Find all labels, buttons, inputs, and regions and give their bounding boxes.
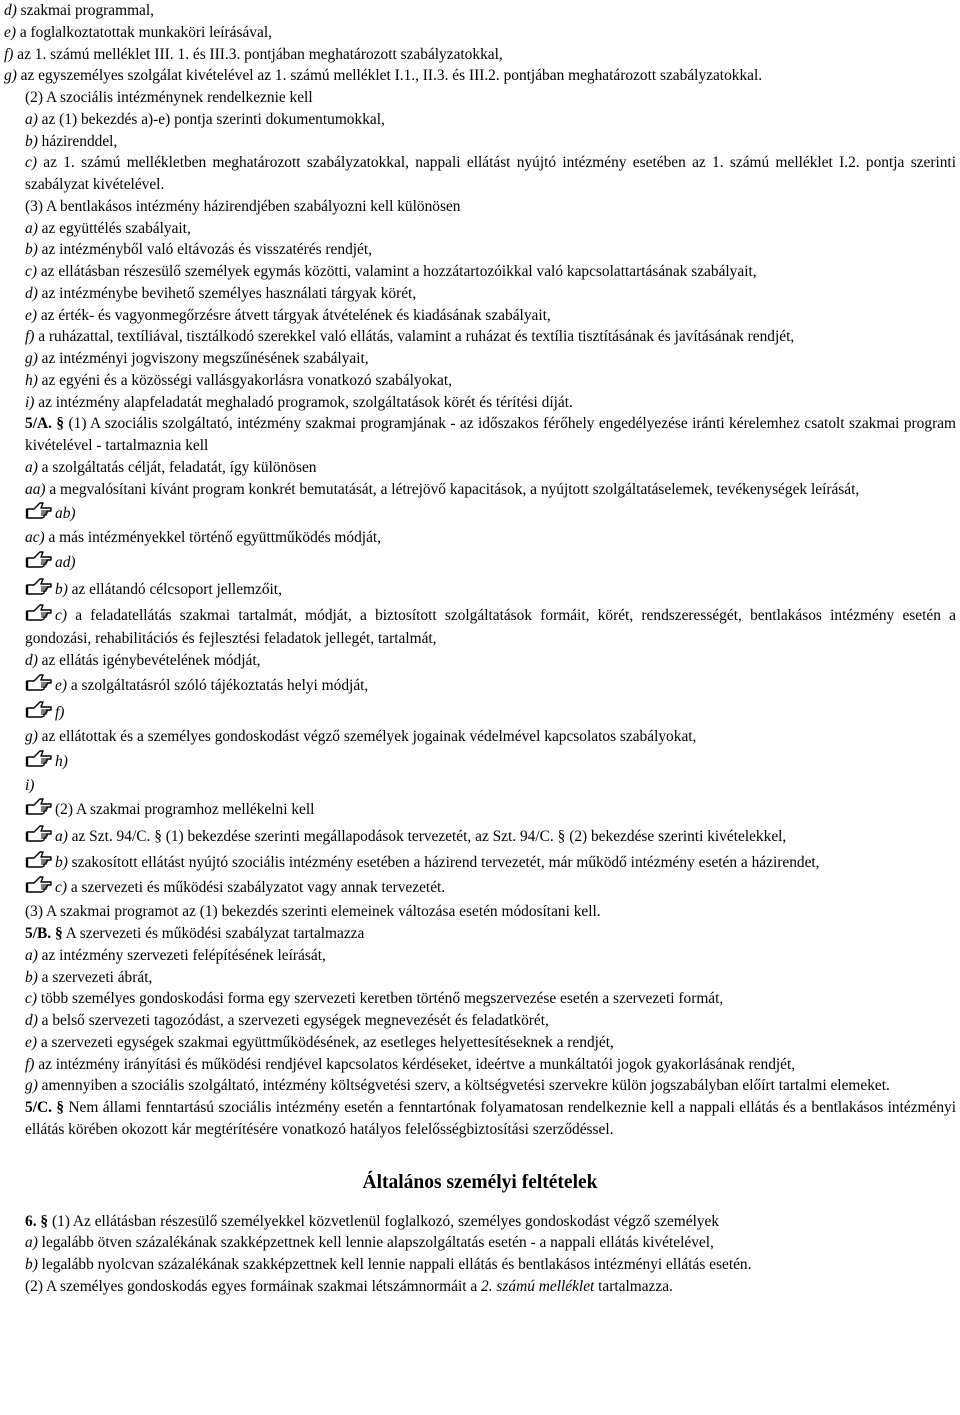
item-letter: g): [25, 1077, 38, 1095]
item-letter: b): [25, 1256, 38, 1273]
list-item: [4, 1254, 956, 1276]
item-text: (2) bekezdése szerinti kivételekkel,: [565, 828, 787, 846]
item-text: a szolgáltatásról szóló tájékoztatás helyi módját,: [66, 676, 369, 694]
item-letter: c): [55, 607, 67, 624]
list-item[interactable]: [4, 576, 956, 603]
item-text: a ruházattal, textíliával, tisztálkodó szerekkel való ellátás, valamint a ruházat és textília tisztításának és javításának rendjét,: [34, 328, 795, 346]
paragraph[interactable]: [4, 796, 956, 823]
item-text: a belső szervezeti tagozódást, a szervezeti egységek megnevezését és feladatkörét,: [37, 1012, 549, 1029]
pointing-hand-icon[interactable]: [25, 550, 53, 569]
list-item[interactable]: [4, 823, 956, 850]
list-item: [4, 1032, 956, 1054]
item-letter: a): [25, 110, 38, 128]
section-3: [4, 196, 956, 414]
item-text: (1) Az ellátásban részesülő személyekkel közvetlenül foglalkozó, személyes gondoskodást végző személyek: [48, 1212, 720, 1230]
item-text: Nem állami fenntartású szociális intézmény esetén a fenntartónak folyamatosan rendelkeznie kell a nappali ellátás és a bentlakásos intézményi ellátás körében okozott kár megtérítésére vonatkozó hatályos felelősségbiztosítási szerződéssel.: [25, 1099, 956, 1138]
pointing-hand-icon[interactable]: [25, 603, 53, 622]
list-item[interactable]: [4, 549, 956, 576]
item-text: az intézményből való eltávozás és visszatérés rendjét,: [37, 241, 373, 259]
list-item: [4, 650, 956, 672]
item-letter: e): [4, 23, 16, 41]
item-letter: d): [25, 1012, 38, 1029]
item-text: az intézmény irányítási és működési rendjével kapcsolatos kérdéseket, ideértve a munkáltatói jogok gyakorlásának rendjét,: [34, 1055, 796, 1073]
paragraph: [4, 413, 956, 457]
paragraph-sign: §: [40, 1212, 49, 1230]
pointing-hand-icon[interactable]: [25, 673, 53, 692]
paragraph-sign: §: [56, 1099, 65, 1116]
item-text: az érték- és vagyonmegőrzésre átvett tárgyak átvételének és kiadásának szabályait,: [36, 306, 551, 324]
section-5a: [4, 413, 956, 923]
item-letter: e): [55, 676, 67, 694]
item-text: A szervezeti és működési szabályzat tartalmazza: [62, 925, 365, 942]
item-letter: g): [4, 67, 17, 85]
paragraph: [4, 923, 956, 945]
item-letter: e): [25, 1033, 37, 1051]
item-letter: b): [25, 132, 38, 150]
item-text: az intézmény alapfeladatát meghaladó programok, szolgáltatások körét és térítési díját.: [34, 393, 573, 411]
list-item: [4, 726, 956, 748]
paragraph-sign: §: [54, 925, 63, 942]
paragraph: [4, 196, 956, 218]
section-6: [4, 1211, 956, 1298]
list-item: [4, 527, 956, 549]
paragraph: [4, 1276, 956, 1298]
item-letter: a): [25, 946, 38, 964]
list-item: [4, 109, 956, 131]
list-item: [4, 775, 956, 797]
list-item: [4, 305, 956, 327]
item-letter: d): [25, 284, 38, 302]
item-text: legalább nyolcvan százalékának szakképzettnek kell lennie nappali ellátás és bentlakásos intézményi ellátás esetén.: [37, 1256, 752, 1273]
list-item[interactable]: [4, 672, 956, 699]
item-letter: c): [25, 263, 37, 280]
section-5c: [4, 1097, 956, 1141]
pointing-hand-icon[interactable]: [25, 700, 53, 719]
list-item: [4, 479, 956, 501]
list-item: [4, 988, 956, 1010]
list-item: [4, 370, 956, 392]
item-text: az (1) bekezdés a)-e) pontja szerinti dokumentumokkal,: [37, 110, 385, 128]
list-item: [4, 945, 956, 967]
pointing-hand-icon[interactable]: [25, 749, 53, 768]
item-letter: b): [25, 968, 38, 986]
list-item[interactable]: [4, 748, 956, 775]
list-item: [4, 1010, 956, 1032]
item-text: az 1. számú mellékletben meghatározott szabályzatokkal, nappali ellátást nyújtó intézmény esetében az 1. számú melléklet I.2. pontja szerinti szabályzat kivételével.: [25, 154, 956, 193]
item-text: a szervezeti és működési szabályzatot vagy annak tervezetét.: [66, 879, 446, 897]
item-letter: b): [55, 581, 68, 598]
item-letter: aa): [25, 480, 46, 498]
item-letter: f): [55, 703, 65, 721]
item-text: a más intézményekkel történő együttműködés módját,: [44, 529, 382, 547]
item-text: a szervezeti ábrát,: [37, 968, 153, 986]
item-text: amennyiben a szociális szolgáltató, intézmény költségvetési szerv, a költségvetési szervekre külön jogszabályban előírt tartalmi elemeket.: [37, 1077, 890, 1095]
item-letter: c): [55, 879, 67, 897]
list-item: [4, 22, 956, 44]
item-text: a feladatellátás szakmai tartalmát, módját, a biztosított szolgáltatások formáit, körét, rendszerességét, bentlakásos intézmény esetén a gondozási, rehabilitációs és fejlesztési feladatok jellegét, tartalmát,: [25, 607, 956, 647]
item-letter: g): [25, 727, 38, 745]
list-item: [4, 0, 956, 22]
item-letter: a): [55, 828, 68, 846]
list-item: [4, 1054, 956, 1076]
item-text: legalább ötven százalékának szakképzettnek kell lennie alapszolgáltatás esetén - a nappali ellátás kivételével,: [37, 1234, 714, 1252]
item-text: az ellátásban részesülő személyek egymás közötti, valamint a hozzátartozóikkal való kapcsolattartásának szabályait,: [36, 263, 757, 280]
item-text: az intézmény szervezeti felépítésének leírását,: [37, 946, 326, 964]
list-item: [4, 218, 956, 240]
item-text: szakmai programmal,: [16, 2, 155, 19]
item-letter: f): [25, 328, 35, 346]
item-text: az egyéni és a közösségi vallásgyakorlásra vonatkozó szabályokat,: [37, 371, 452, 389]
item-text: (1) bekezdése szerinti megállapodások tervezetét, az Szt. 94/C.: [161, 828, 554, 846]
section-number: 6.: [25, 1212, 37, 1230]
list-item[interactable]: [4, 874, 956, 901]
item-letter: a): [25, 458, 38, 476]
item-text: az Szt. 94/C.: [67, 828, 151, 846]
item-text: a megvalósítani kívánt program konkrét bemutatását, a létrejövő kapacitások, a nyújtott szolgáltatáselemek, tevékenységek leírását,: [45, 480, 860, 498]
list-item[interactable]: [4, 603, 956, 650]
section-number: 5/B.: [25, 925, 52, 942]
item-letter: i): [25, 393, 35, 411]
pointing-hand-icon[interactable]: [25, 824, 53, 843]
item-text: tartalmazza.: [594, 1277, 673, 1295]
paragraph: [4, 1097, 956, 1141]
list-item: [4, 457, 956, 479]
item-letter: ac): [25, 529, 45, 547]
item-letter: a): [25, 219, 38, 237]
item-letter: b): [55, 854, 68, 872]
item-text: több személyes gondoskodási forma egy szervezeti keretben történő megszervezése esetén a szervezeti formát,: [36, 990, 724, 1008]
paragraph: [4, 901, 956, 923]
item-text: az ellátás igénybevételének módját,: [37, 652, 261, 669]
item-text: szakosított ellátást nyújtó szociális intézmény esetében a házirend tervezetét, már működő intézmény esetén a házirendet,: [67, 854, 820, 872]
item-text: a foglalkoztatottak munkaköri leírásával,: [15, 23, 272, 41]
item-text: az egyszemélyes szolgálat kivételével az 1. számú melléklet I.1., II.3. és III.2. pontjában meghatározott szabályzatokkal.: [16, 67, 763, 85]
item-letter: a): [25, 1234, 38, 1252]
pointing-hand-icon[interactable]: [25, 875, 53, 894]
item-text: az ellátottak és a személyes gondoskodást végző személyek jogainak védelmével kapcsolatos szabályokat,: [37, 727, 697, 745]
item-letter: ad): [55, 554, 76, 571]
list-item[interactable]: [4, 850, 956, 874]
item-letter: d): [4, 2, 17, 19]
list-item: [4, 1232, 956, 1254]
list-item: [4, 283, 956, 305]
item-text: az intézményi jogviszony megszűnésének szabályait,: [37, 350, 369, 367]
paragraph: [4, 1211, 956, 1233]
item-letter: d): [25, 652, 38, 669]
item-text: (1) A szociális szolgáltató, intézmény szakmai programjának - az időszakos férőhely engedélyezése iránti kérelemhez csatolt szakmai program kivételével - tartalmaznia kell: [25, 415, 956, 454]
pointing-hand-icon[interactable]: [25, 577, 53, 596]
item-text: az ellátandó célcsoport jellemzőit,: [67, 581, 282, 598]
annex-reference: 2. számú melléklet: [481, 1277, 595, 1295]
item-letter: ab): [55, 505, 76, 523]
list-item: [4, 326, 956, 348]
item-letter: c): [25, 154, 37, 172]
paragraph-sign: §: [56, 415, 65, 433]
item-letter: e): [25, 306, 37, 324]
section-number: 5/C.: [25, 1099, 52, 1116]
item-letter: g): [25, 350, 38, 367]
item-text: (2) A szakmai programhoz mellékelni kell: [55, 801, 315, 819]
section-number: 5/A.: [25, 415, 52, 433]
list-item[interactable]: [4, 500, 956, 527]
item-text: (3) A szakmai programot az (1) bekezdés szerinti elemeinek változása esetén módosítani kell.: [25, 903, 601, 921]
list-item: [4, 131, 956, 153]
item-letter: h): [55, 752, 68, 770]
item-text: a szolgáltatás célját, feladatát, így különösen: [37, 458, 317, 476]
list-item[interactable]: [4, 699, 956, 726]
item-text: az 1. számú melléklet III. 1. és III.3. pontjában meghatározott szabályzatokkal,: [13, 45, 503, 63]
item-letter: h): [25, 371, 38, 389]
list-item: [4, 392, 956, 414]
paragraph-sign: §: [154, 828, 162, 846]
list-item: [4, 967, 956, 989]
list-item: [4, 152, 956, 196]
item-text: (3) A bentlakásos intézmény házirendjében szabályozni kell különösen: [25, 197, 461, 215]
list-item: [4, 65, 956, 87]
list-item: [4, 1075, 956, 1097]
list-item: [4, 261, 956, 283]
section-5b: [4, 923, 956, 1097]
item-letter: c): [25, 990, 37, 1008]
list-top: [4, 0, 956, 196]
item-letter: f): [4, 45, 14, 63]
item-text: (2) A szociális intézménynek rendelkeznie kell: [25, 89, 313, 106]
item-text: az intézménybe bevihető személyes használati tárgyak körét,: [37, 284, 417, 302]
list-item: [4, 348, 956, 370]
item-text: a szervezeti egységek szakmai együttműködésének, az esetleges helyettesítéseknek a rendjét,: [36, 1033, 614, 1051]
pointing-hand-icon[interactable]: [25, 850, 53, 869]
item-letter: b): [25, 241, 38, 259]
paragraph-sign: §: [557, 828, 566, 846]
list-item: [4, 87, 956, 109]
item-text: házirenddel,: [37, 132, 118, 150]
item-letter: i): [25, 776, 35, 794]
list-item: [4, 239, 956, 261]
section-heading: Általános személyi feltételek: [362, 1171, 598, 1193]
list-item: [4, 44, 956, 66]
item-text: az együttélés szabályait,: [37, 219, 191, 237]
pointing-hand-icon[interactable]: [25, 797, 53, 816]
item-letter: f): [25, 1055, 35, 1073]
item-text: (2) A személyes gondoskodás egyes formáinak szakmai létszámnormáit a: [25, 1277, 482, 1295]
pointing-hand-icon[interactable]: [25, 501, 53, 520]
